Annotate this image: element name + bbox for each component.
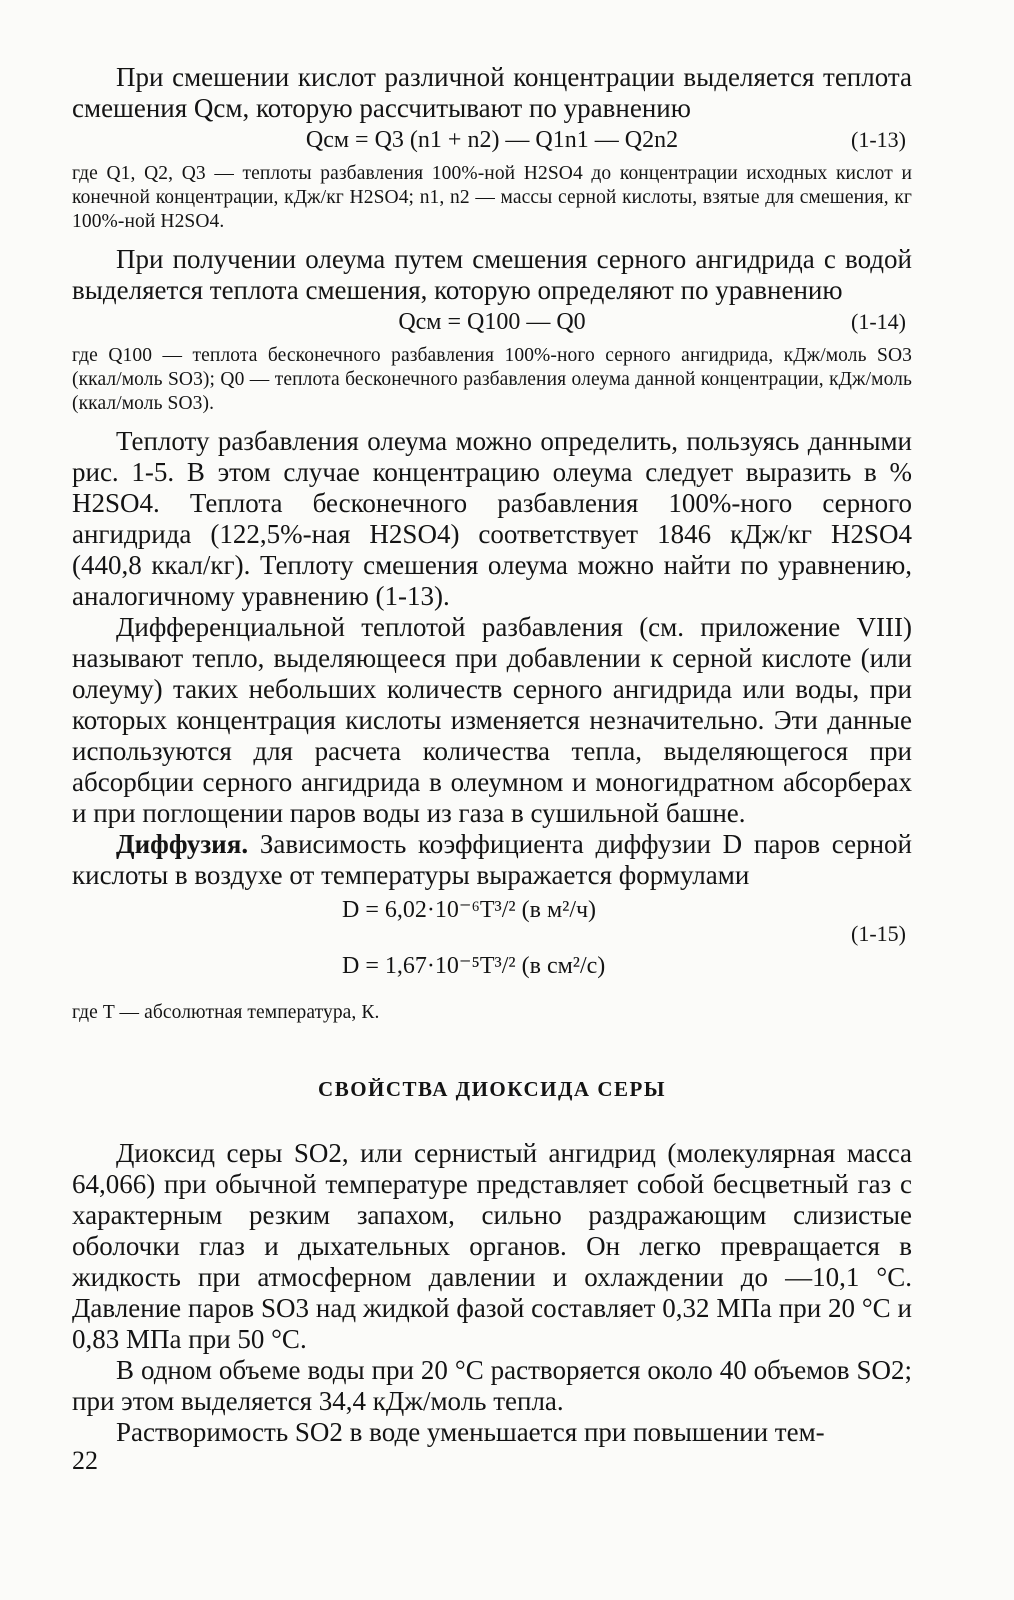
paragraph-diffusion [72, 829, 912, 891]
equation-1-14-number: (1-14) [851, 309, 906, 334]
paragraph-oleum-dilution: Теплоту разбавления олеума можно определить, пользуясь данными рис. 1-5. В этом случае концентрацию олеума следует выразить в % H2SO4. Теплота бесконечного разбавления 100%-ного серного ангидрида (122,5%-ная H2SO4) соответствует 1846 кДж/кг H2SO4 (440,8 ккал/кг). Теплоту смешения олеума можно найти по уравнению, аналогичному уравнению (1-13). [72, 426, 912, 611]
equation-1-13-expression: Qсм = Q3 (n1 + n2) — Q1n1 — Q2n2 [305, 127, 679, 153]
equation-1-15b: D = 1,67·10⁻⁵T³/² (в см²/с) [342, 953, 606, 979]
definitions-1-14: где Q100 — теплота бесконечного разбавления 100%-ного серного ангидрида, кДж/моль SO3 (ккал/моль SO3); Q0 — теплота бесконечного разбавления олеума данной концентрации, кДж/моль (ккал/моль SO3). [72, 345, 912, 414]
paragraph-differential-heat: Дифференциальной теплотой разбавления (см. приложение VIII) называют тепло, выделяющееся при добавлении к серной кислоте (или олеуму) таких небольших количеств серного ангидрида или воды, при которых концентрация кислоты изменяется незначительно. Эти данные используются для расчета количества тепла, выделяющегося при абсорбции серного ангидрида в олеумном и моногидратном абсорберах и при поглощении паров воды из газа в сушильной башне. [72, 612, 912, 828]
equation-1-13 [72, 124, 912, 156]
diffusion-text: Зависимость коэффициента диффузии D паров серной кислоты в воздухе от температуры выражается формулами [72, 829, 912, 890]
paragraph-so2-properties: Диоксид серы SO2, или сернистый ангидрид (молекулярная масса 64,066) при обычной температуре представляет собой бесцветный газ с характерным резким запахом, сильно раздражающим слизистые оболочки глаз и дыхательных органов. Он легко превращается в жидкость при атмосферном давлении и охлаждении до —10,1 °C. Давление паров SO3 над жидкой фазой составляет 0,32 МПа при 20 °C и 0,83 МПа при 50 °C. [72, 1138, 912, 1354]
equation-1-15a: D = 6,02·10⁻⁶T³/² (в м²/ч) [342, 897, 597, 923]
paragraph-mixing-heat: При смешении кислот различной концентрации выделяется теплота смешения Qсм, которую рассчитывают по уравнению [72, 62, 912, 123]
equation-1-13-number: (1-13) [851, 127, 906, 152]
equation-1-15-number: (1-15) [851, 921, 906, 946]
diffusion-runin-heading: Диффузия. [116, 829, 249, 859]
equation-1-14 [72, 306, 912, 338]
definitions-1-15: где T — абсолютная температура, К. [72, 1002, 380, 1023]
definitions-1-13: где Q1, Q2, Q3 — теплоты разбавления 100%-ной H2SO4 до концентрации исходных кислот и конечной концентрации, кДж/кг H2SO4; n1, n2 — массы серной кислоты, взятые для смешения, кг 100%-ной H2SO4. [72, 163, 912, 232]
section-heading: СВОЙСТВА ДИОКСИДА СЕРЫ [318, 1077, 666, 1101]
equation-1-14-expression: Qсм = Q100 — Q0 [398, 309, 586, 335]
paragraph-so2-temperature: Растворимость SO2 в воде уменьшается при повышении тем- [116, 1417, 825, 1447]
paragraph-so2-solubility: В одном объеме воды при 20 °C растворяется около 40 объемов SO2; при этом выделяется 34,4 кДж/моль тепла. [72, 1355, 912, 1416]
page-content [72, 62, 912, 1448]
equation-1-15 [72, 891, 912, 1001]
page-number: 22 [72, 1446, 98, 1475]
paragraph-oleum-mixing: При получении олеума путем смешения серного ангидрида с водой выделяется теплота смешения, которую определяют по уравнению [72, 244, 912, 305]
